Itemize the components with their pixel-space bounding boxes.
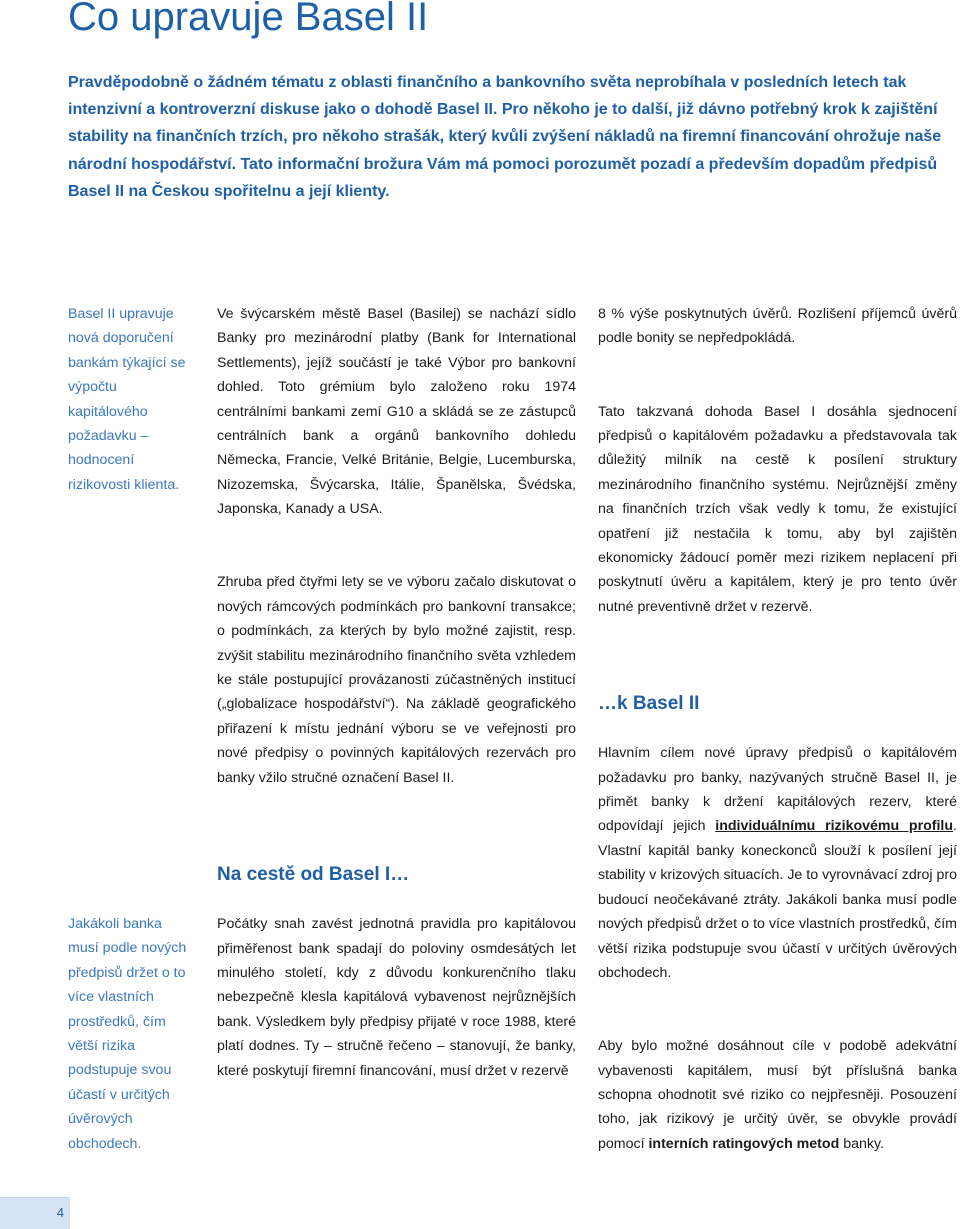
paragraph-spacer (217, 522, 576, 571)
goal-text-start: Hlavním cílem nové úpravy předpisů o kapitálovém požadavku pro banky, nazývaných stručně Basel II, je přimět banky k držení kapitálových rezerv, které odpovídají jejich (598, 745, 957, 835)
rating-methods-emphasis: interních ratingových metod (648, 1135, 840, 1152)
capital-reserve-paragraph: 8 % výše poskytnutých úvěrů. Rozlišení příjemců úvěrů podle bonity se nepředpokládá. (598, 306, 957, 347)
page-title: Co upravuje Basel II (68, 0, 429, 39)
section-heading-basel-ii: …k Basel II (598, 693, 700, 715)
paragraph-spacer (598, 985, 957, 1034)
rating-text-start: Aby bylo možné dosáhnout cíle v podobě adekvátní vybavenosti kapitálem, musí být příslušná banka schopna ohodnotit své riziko co nejpřesněji. Posouzení toho, jak rizikový je určitý úvěr, se obvykle provádí pomocí (598, 1038, 957, 1152)
basel-i-history-paragraph: Počátky snah zavést jednotná pravidla pro kapitálovou přiměřenost bank spadají do poloviny osmdesátých let minulého století, kdy z důvodu konkurenčního tlaku nebezpečně klesla kapitálová vybavenost nejrůznějších bank. Výsledkem byly předpisy přijaté v roce 1988, které platí dodnes. Ty – stručně řečeno – stanovují, že banky, které poskytují firemní financování, musí držet v rezervě (217, 916, 576, 1079)
page-number: 4 (56, 1205, 64, 1220)
column-right (598, 302, 957, 1156)
paragraph-spacer (217, 790, 576, 863)
basel-ii-origin-paragraph: Zhruba před čtyřmi lety se ve výboru začalo diskutovat o nových rámcových podmínkách pro bankovní transakce; o podmínkách, za kterých by bylo možné zajistit, resp. zvýšit stabilitu mezinárodního finančního světa vzhledem ke stále postupující provázanosti zúčastněných institucí („globalizace hospodářství“). Na základě geografického přiřazení k místu jednání výboru se ve veřejnosti pro nové předpisy o povinných kapitálových rezervách pro banky vžilo stručné označení Basel II. (217, 574, 576, 786)
side-quote-1: Basel II upravuje nová doporučení bankám týkající se výpočtu kapitálového požadavku – hodnocení rizikovosti klienta. (68, 306, 186, 493)
section-heading-basel-i: Na cestě od Basel I… (217, 864, 410, 886)
rating-methods-paragraph (598, 1034, 957, 1156)
paragraph-spacer (598, 351, 957, 400)
basel-i-agreement-paragraph: Tato takzvaná dohoda Basel I dosáhla sjednocení předpisů o kapitálovém požadavku a představovala tak důležitý milník na cestě k posílení struktury mezinárodního finančního systému. Nejrůznější změny na finančních trzích však vedly k tomu, že existující opatření již nestačila k tomu, aby byl zajištěn ekonomicky žádoucí poměr mezi rizikem neplacení při poskytnutí úvěru a kapitálem, který je pro tento úvěr nutné preventivně držet v rezervě. (598, 403, 957, 615)
risk-profile-emphasis: individuálnímu rizikovému profilu (715, 818, 954, 835)
goal-text-end: . Vlastní kapitál banky koneckonců slouží k posílení její stability v krizových situacích. Je to vyrovnávací zdroj pro budoucí neočekávané ztráty. Jakákoli banka musí podle nových předpisů držet o to více vlastních prostředků, čím větší rizika podstupuje svou účastí v určitých úvěrových obchodech. (598, 818, 957, 981)
column-middle (217, 302, 576, 1083)
page-number-tab (0, 1197, 70, 1229)
paragraph-spacer (598, 619, 957, 692)
side-quote-2: Jakákoli banka musí podle nových předpisů držet o to více vlastních prostředků, čím větší rizika podstupuje svou účastí v určitých úvěrových obchodech. (68, 916, 187, 1152)
intro-paragraph: Pravděpodobně o žádném tématu z oblasti finančního a bankovního světa neprobíhala v posledních letech tak intenzivní a kontroverzní diskuse jako o dohodě Basel II. Pro někoho je to další, již dávno potřebný krok k zajištění stability na finančních trzích, pro někoho strašák, který kvůli zvýšení nákladů na firemní financování ohrožuje naše národní hospodářství. Tato informační brožura Vám má pomoci porozumět pozadí a především dopadům předpisů Basel II na Českou spořitelnu a její klienty. (68, 74, 942, 200)
basel-ii-goal-paragraph (598, 741, 957, 985)
rating-text-end: banky. (839, 1135, 884, 1152)
basel-committee-paragraph: Ve švýcarském městě Basel (Basilej) se nachází sídlo Banky pro mezinárodní platby (Bank for International Settlements), jejíž součástí je také Výbor pro bankovní dohled. Toto grémium bylo založeno roku 1974 centrálními bankami zemí G10 a skládá se ze zástupců centrálních bank a orgánů bankovního dohledu Německa, Francie, Velké Británie, Belgie, Lucemburska, Nizozemska, Švýcarska, Itálie, Španělska, Švédska, Japonska, Kanady a USA. (217, 306, 576, 518)
